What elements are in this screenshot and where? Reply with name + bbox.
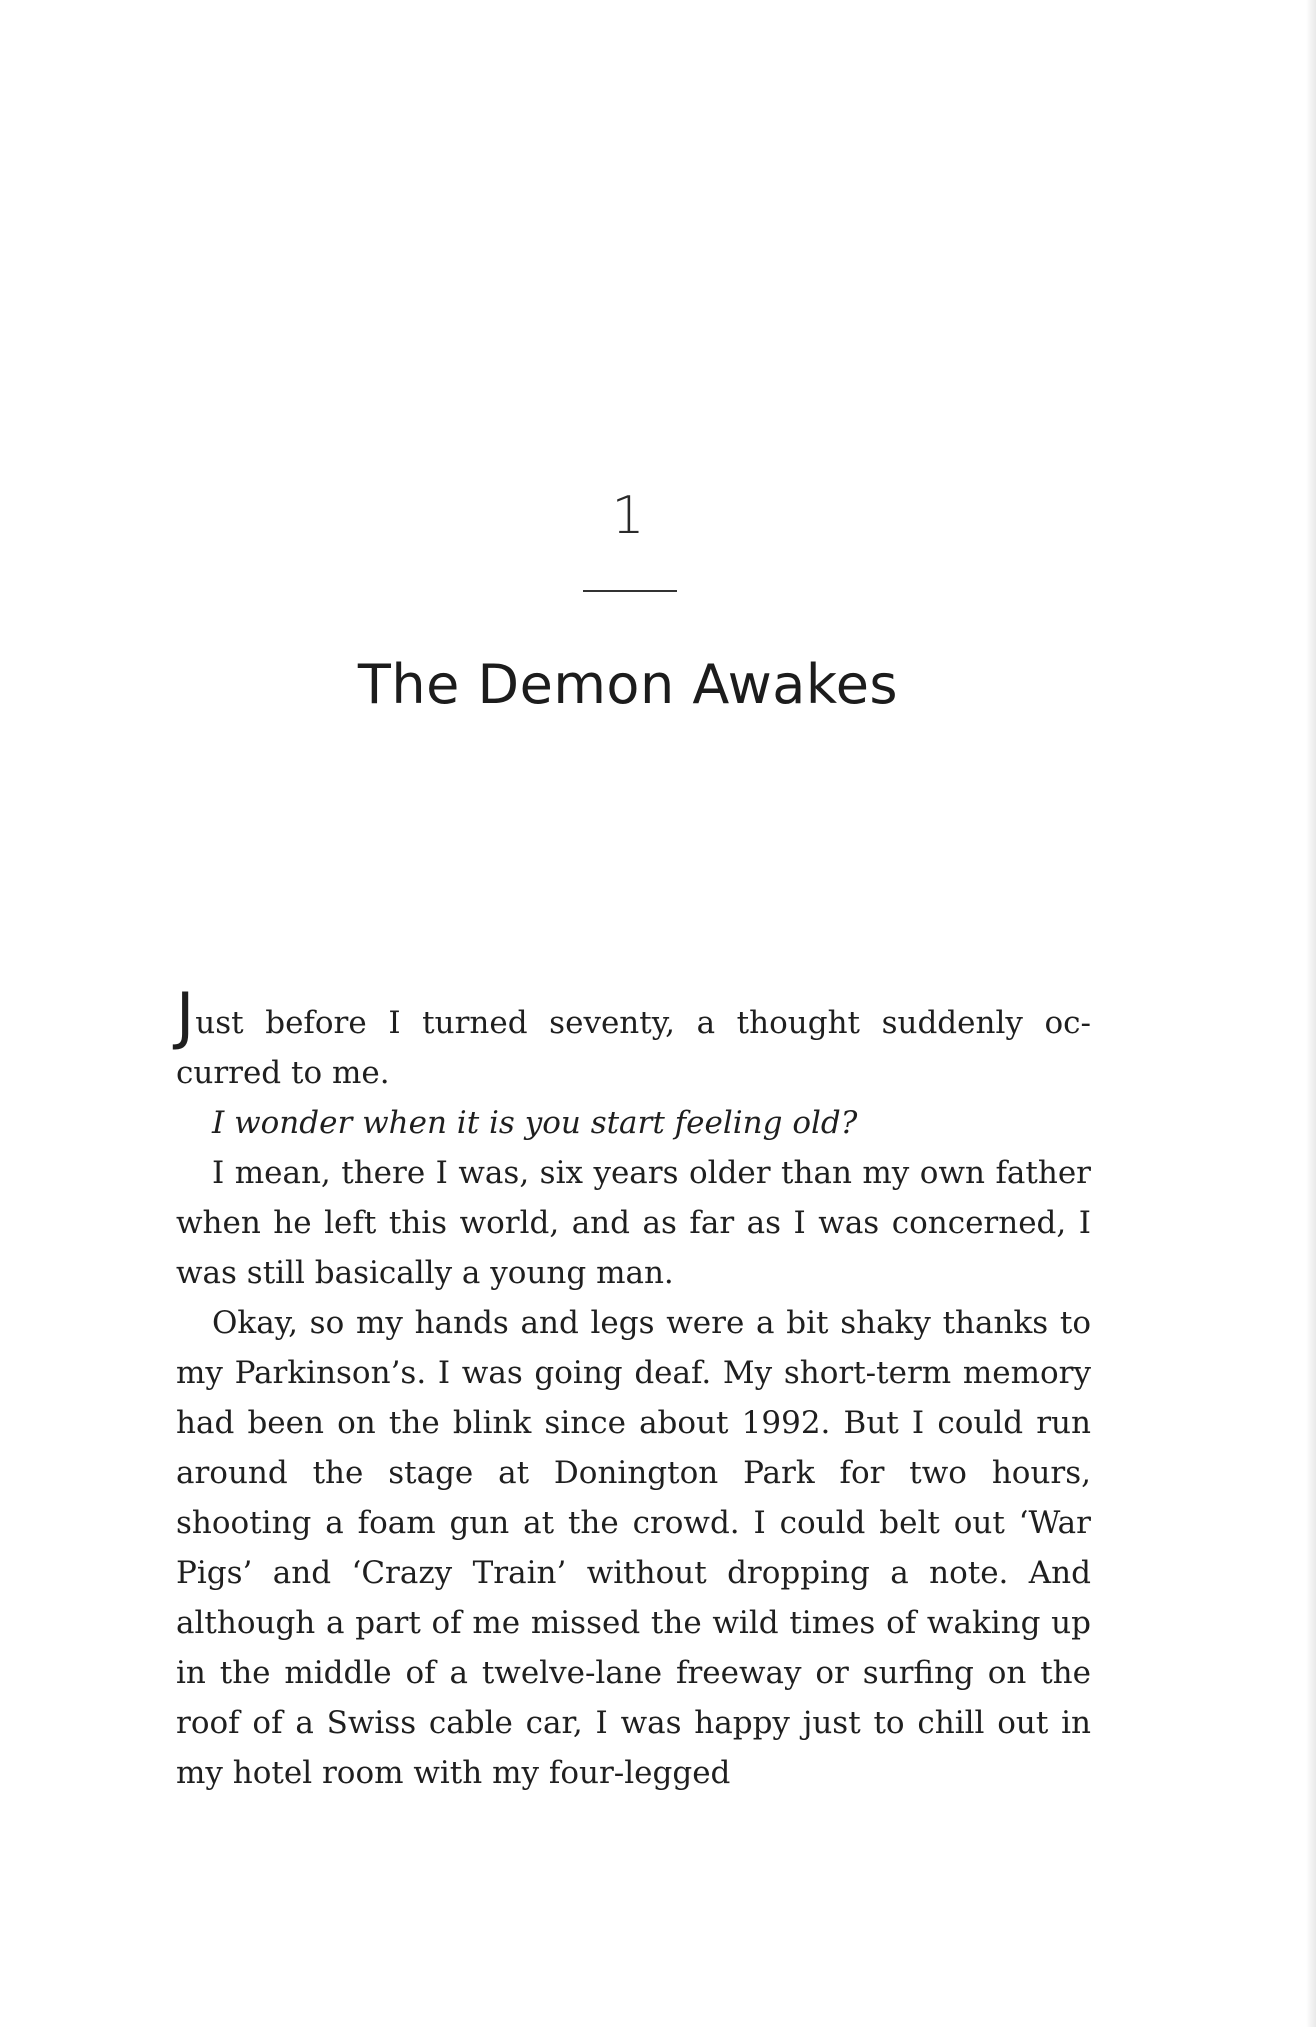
opening-paragraph-text: ust before I turned seventy, a thought suddenly oc-curred to me. bbox=[176, 1005, 1091, 1091]
body-paragraph-3: Okay, so my hands and legs were a bit shaky thanks to my Parkinson’s. I was going deaf. My short-term memory had been on the blink since about 1992. But I could run around the stage at Donington Park for two hours, shooting a foam gun at the crowd. I could belt out ‘War Pigs’ and ‘Crazy Train’ without dropping a note. And although a part of me missed the wild times of waking up in the middle of a twelve-lane freeway or surfing on the roof of a Swiss cable car, I was happy just to chill out in my hotel room with my four-legged bbox=[176, 1305, 1091, 1791]
drop-initial: J bbox=[176, 979, 195, 1052]
scan-edge bbox=[1306, 0, 1316, 2027]
italic-thought-paragraph: I wonder when it is you start feeling old? bbox=[212, 1105, 858, 1141]
chapter-title: The Demon Awakes bbox=[357, 653, 899, 716]
chapter-number: 1 bbox=[611, 486, 645, 546]
chapter-body bbox=[176, 979, 1091, 1798]
chapter-rule bbox=[583, 590, 677, 592]
opening-paragraph bbox=[176, 979, 1091, 1098]
body-paragraph-2: I mean, there I was, six years older than my own father when he left this world, and as far as I was concerned, I was still basically a young man. bbox=[176, 1155, 1091, 1291]
